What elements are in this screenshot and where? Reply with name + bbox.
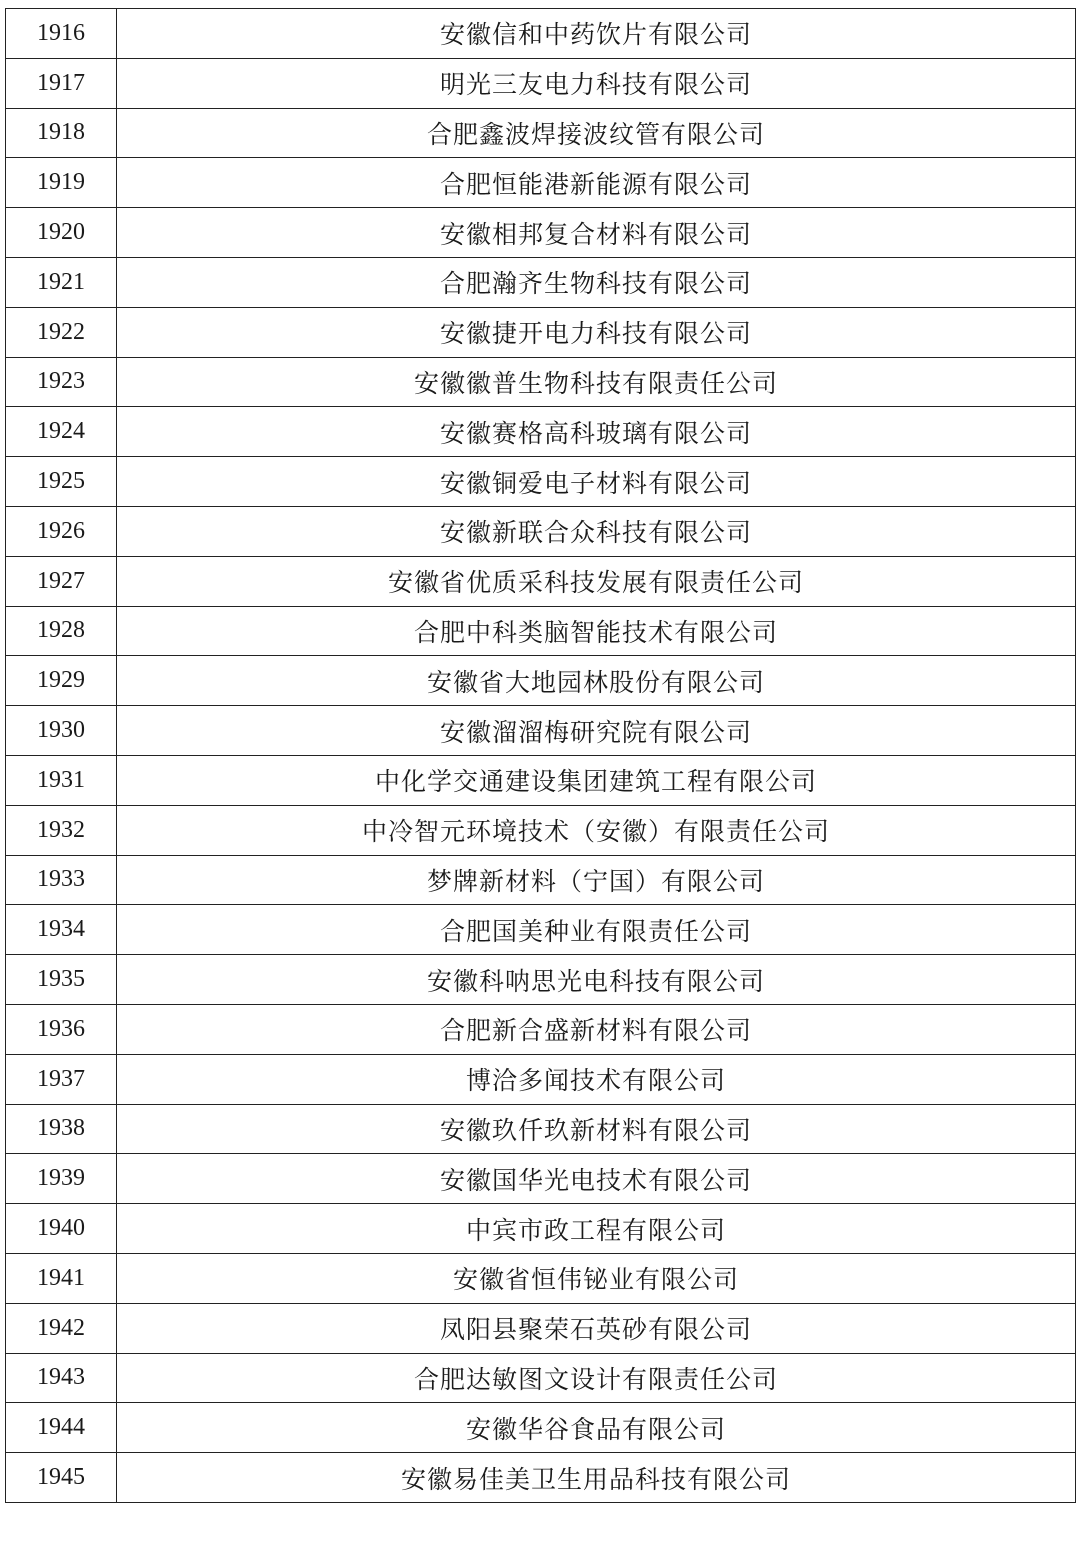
row-number-cell: 1945 (6, 1453, 117, 1503)
row-number-cell: 1940 (6, 1204, 117, 1254)
company-name-cell: 安徽国华光电技术有限公司 (117, 1154, 1076, 1204)
company-name-cell: 安徽省大地园林股份有限公司 (117, 656, 1076, 706)
company-name-cell: 安徽华谷食品有限公司 (117, 1403, 1076, 1453)
row-number-cell: 1933 (6, 855, 117, 905)
company-name-cell: 安徽易佳美卫生用品科技有限公司 (117, 1453, 1076, 1503)
row-number-cell: 1919 (6, 158, 117, 208)
row-number-cell: 1936 (6, 1004, 117, 1054)
company-name-cell: 中宾市政工程有限公司 (117, 1204, 1076, 1254)
table-row (6, 1104, 1076, 1154)
company-name-cell: 合肥国美种业有限责任公司 (117, 905, 1076, 955)
company-list-table (5, 8, 1076, 1503)
company-name-cell: 明光三友电力科技有限公司 (117, 58, 1076, 108)
row-number-cell: 1934 (6, 905, 117, 955)
company-name-cell: 安徽玖仟玖新材料有限公司 (117, 1104, 1076, 1154)
table-row (6, 1353, 1076, 1403)
row-number-cell: 1924 (6, 407, 117, 457)
row-number-cell: 1943 (6, 1353, 117, 1403)
company-name-cell: 安徽新联合众科技有限公司 (117, 506, 1076, 556)
table-row (6, 805, 1076, 855)
company-name-cell: 安徽溜溜梅研究院有限公司 (117, 706, 1076, 756)
row-number-cell: 1921 (6, 257, 117, 307)
table-row (6, 208, 1076, 258)
row-number-cell: 1926 (6, 506, 117, 556)
table-row (6, 257, 1076, 307)
table-row (6, 1004, 1076, 1054)
row-number-cell: 1929 (6, 656, 117, 706)
table-row (6, 855, 1076, 905)
table-row (6, 556, 1076, 606)
row-number-cell: 1923 (6, 357, 117, 407)
row-number-cell: 1944 (6, 1403, 117, 1453)
row-number-cell: 1939 (6, 1154, 117, 1204)
company-name-cell: 合肥达敏图文设计有限责任公司 (117, 1353, 1076, 1403)
company-name-cell: 中化学交通建设集团建筑工程有限公司 (117, 755, 1076, 805)
row-number-cell: 1920 (6, 208, 117, 258)
company-name-cell: 安徽科呐思光电科技有限公司 (117, 955, 1076, 1005)
row-number-cell: 1928 (6, 606, 117, 656)
row-number-cell: 1917 (6, 58, 117, 108)
table-row (6, 1253, 1076, 1303)
table-row (6, 307, 1076, 357)
company-name-cell: 安徽省恒伟铋业有限公司 (117, 1253, 1076, 1303)
company-name-cell: 凤阳县聚荣石英砂有限公司 (117, 1303, 1076, 1353)
table-row (6, 1054, 1076, 1104)
table-row (6, 905, 1076, 955)
table-row (6, 656, 1076, 706)
company-name-cell: 安徽铜爱电子材料有限公司 (117, 457, 1076, 507)
table-row (6, 1303, 1076, 1353)
row-number-cell: 1922 (6, 307, 117, 357)
company-name-cell: 中冷智元环境技术（安徽）有限责任公司 (117, 805, 1076, 855)
row-number-cell: 1918 (6, 108, 117, 158)
row-number-cell: 1941 (6, 1253, 117, 1303)
row-number-cell: 1916 (6, 9, 117, 59)
table-row (6, 606, 1076, 656)
company-name-cell: 安徽捷开电力科技有限公司 (117, 307, 1076, 357)
company-name-cell: 合肥恒能港新能源有限公司 (117, 158, 1076, 208)
table-row (6, 457, 1076, 507)
row-number-cell: 1931 (6, 755, 117, 805)
table-row (6, 58, 1076, 108)
row-number-cell: 1930 (6, 706, 117, 756)
table-row (6, 506, 1076, 556)
company-name-cell: 合肥新合盛新材料有限公司 (117, 1004, 1076, 1054)
table-row (6, 755, 1076, 805)
company-name-cell: 合肥瀚齐生物科技有限公司 (117, 257, 1076, 307)
company-name-cell: 合肥中科类脑智能技术有限公司 (117, 606, 1076, 656)
company-name-cell: 合肥鑫波焊接波纹管有限公司 (117, 108, 1076, 158)
row-number-cell: 1938 (6, 1104, 117, 1154)
table-row (6, 1403, 1076, 1453)
table-row (6, 9, 1076, 59)
table-row (6, 1204, 1076, 1254)
company-name-cell: 博洽多闻技术有限公司 (117, 1054, 1076, 1104)
table-row (6, 357, 1076, 407)
company-name-cell: 梦牌新材料（宁国）有限公司 (117, 855, 1076, 905)
company-list-body (6, 9, 1076, 1503)
row-number-cell: 1925 (6, 457, 117, 507)
row-number-cell: 1927 (6, 556, 117, 606)
table-row (6, 407, 1076, 457)
table-row (6, 158, 1076, 208)
row-number-cell: 1942 (6, 1303, 117, 1353)
row-number-cell: 1935 (6, 955, 117, 1005)
table-row (6, 108, 1076, 158)
company-name-cell: 安徽徽普生物科技有限责任公司 (117, 357, 1076, 407)
row-number-cell: 1937 (6, 1054, 117, 1104)
table-row (6, 955, 1076, 1005)
row-number-cell: 1932 (6, 805, 117, 855)
table-row (6, 706, 1076, 756)
table-row (6, 1453, 1076, 1503)
company-name-cell: 安徽相邦复合材料有限公司 (117, 208, 1076, 258)
company-name-cell: 安徽信和中药饮片有限公司 (117, 9, 1076, 59)
table-row (6, 1154, 1076, 1204)
company-name-cell: 安徽赛格高科玻璃有限公司 (117, 407, 1076, 457)
company-name-cell: 安徽省优质采科技发展有限责任公司 (117, 556, 1076, 606)
